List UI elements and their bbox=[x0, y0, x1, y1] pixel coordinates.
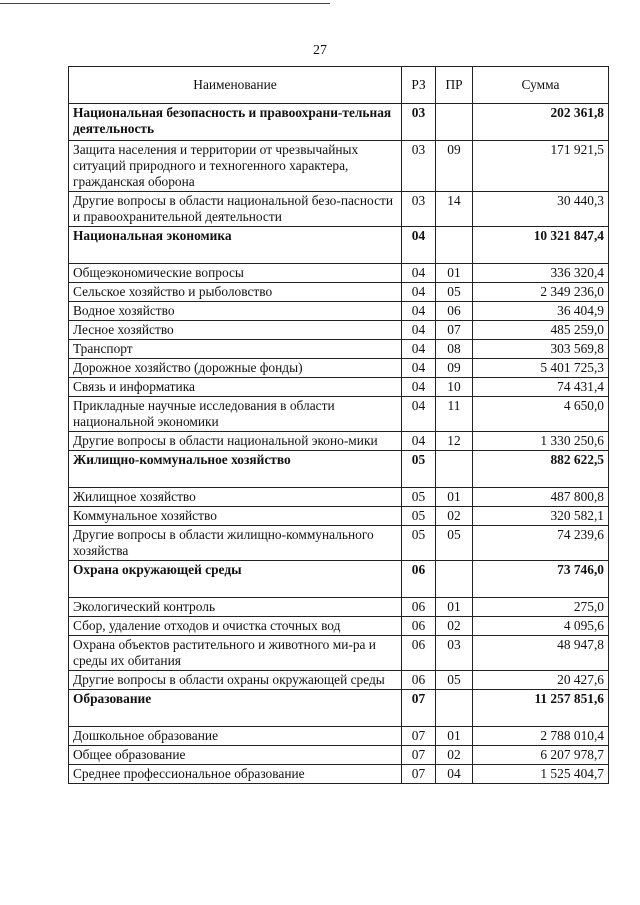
row-name: Транспорт bbox=[69, 340, 402, 359]
row-sum: 6 207 978,7 bbox=[473, 746, 609, 765]
row-name: Прикладные научные исследования в области национальной экономики bbox=[69, 397, 402, 432]
row-pr: 04 bbox=[436, 765, 473, 784]
table-row bbox=[69, 321, 609, 340]
row-pr: 11 bbox=[436, 397, 473, 432]
row-name: Национальная экономика bbox=[69, 227, 402, 264]
row-name: Сбор, удаление отходов и очистка сточных вод bbox=[69, 617, 402, 636]
row-pr: 02 bbox=[436, 507, 473, 526]
row-pr: 01 bbox=[436, 727, 473, 746]
table-row bbox=[69, 636, 609, 671]
row-pr: 09 bbox=[436, 141, 473, 192]
row-name: Связь и информатика bbox=[69, 378, 402, 397]
row-rz: 04 bbox=[402, 340, 436, 359]
row-sum: 320 582,1 bbox=[473, 507, 609, 526]
table-row bbox=[69, 746, 609, 765]
row-rz: 04 bbox=[402, 321, 436, 340]
table-row bbox=[69, 283, 609, 302]
top-rule bbox=[0, 3, 330, 4]
row-pr: 09 bbox=[436, 359, 473, 378]
row-pr bbox=[436, 451, 473, 488]
row-name: Национальная безопасность и правоохрани-тельная деятельность bbox=[69, 104, 402, 141]
row-pr: 06 bbox=[436, 302, 473, 321]
row-name: Жилищно-коммунальное хозяйство bbox=[69, 451, 402, 488]
table-row bbox=[69, 526, 609, 561]
row-pr: 01 bbox=[436, 598, 473, 617]
row-rz: 07 bbox=[402, 727, 436, 746]
row-sum: 171 921,5 bbox=[473, 141, 609, 192]
row-pr: 05 bbox=[436, 526, 473, 561]
row-sum: 11 257 851,6 bbox=[473, 690, 609, 727]
row-rz: 06 bbox=[402, 598, 436, 617]
row-name: Общеэкономические вопросы bbox=[69, 264, 402, 283]
table-row bbox=[69, 488, 609, 507]
row-sum: 30 440,3 bbox=[473, 192, 609, 227]
row-sum: 2 788 010,4 bbox=[473, 727, 609, 746]
row-sum: 487 800,8 bbox=[473, 488, 609, 507]
row-sum: 4 650,0 bbox=[473, 397, 609, 432]
section-row bbox=[69, 227, 609, 264]
row-name: Охрана окружающей среды bbox=[69, 561, 402, 598]
row-sum: 2 349 236,0 bbox=[473, 283, 609, 302]
row-sum: 275,0 bbox=[473, 598, 609, 617]
row-sum: 5 401 725,3 bbox=[473, 359, 609, 378]
row-name: Другие вопросы в области жилищно-коммунального хозяйства bbox=[69, 526, 402, 561]
row-rz: 04 bbox=[402, 378, 436, 397]
page-number: 27 bbox=[313, 43, 327, 58]
table-header-row bbox=[69, 67, 609, 104]
row-rz: 07 bbox=[402, 746, 436, 765]
row-sum: 74 239,6 bbox=[473, 526, 609, 561]
row-name: Лесное хозяйство bbox=[69, 321, 402, 340]
row-rz: 05 bbox=[402, 507, 436, 526]
row-name: Сельское хозяйство и рыболовство bbox=[69, 283, 402, 302]
row-name: Коммунальное хозяйство bbox=[69, 507, 402, 526]
row-name: Общее образование bbox=[69, 746, 402, 765]
row-name: Другие вопросы в области национальной эконо-мики bbox=[69, 432, 402, 451]
row-rz: 04 bbox=[402, 227, 436, 264]
table-row bbox=[69, 302, 609, 321]
row-rz: 07 bbox=[402, 690, 436, 727]
row-name: Дорожное хозяйство (дорожные фонды) bbox=[69, 359, 402, 378]
row-sum: 1 330 250,6 bbox=[473, 432, 609, 451]
row-pr bbox=[436, 561, 473, 598]
row-rz: 06 bbox=[402, 561, 436, 598]
row-sum: 303 569,8 bbox=[473, 340, 609, 359]
row-rz: 05 bbox=[402, 488, 436, 507]
table-row bbox=[69, 671, 609, 690]
row-sum: 1 525 404,7 bbox=[473, 765, 609, 784]
row-rz: 04 bbox=[402, 359, 436, 378]
row-sum: 73 746,0 bbox=[473, 561, 609, 598]
table-row bbox=[69, 765, 609, 784]
row-pr: 08 bbox=[436, 340, 473, 359]
table-row bbox=[69, 340, 609, 359]
row-rz: 03 bbox=[402, 141, 436, 192]
row-name: Охрана объектов растительного и животного ми-ра и среды их обитания bbox=[69, 636, 402, 671]
row-sum: 48 947,8 bbox=[473, 636, 609, 671]
row-sum: 485 259,0 bbox=[473, 321, 609, 340]
row-rz: 07 bbox=[402, 765, 436, 784]
row-pr: 03 bbox=[436, 636, 473, 671]
row-pr bbox=[436, 690, 473, 727]
row-pr bbox=[436, 227, 473, 264]
table-row bbox=[69, 141, 609, 192]
row-name: Экологический контроль bbox=[69, 598, 402, 617]
row-rz: 06 bbox=[402, 636, 436, 671]
table-row bbox=[69, 192, 609, 227]
row-pr: 01 bbox=[436, 264, 473, 283]
section-row bbox=[69, 451, 609, 488]
row-rz: 04 bbox=[402, 283, 436, 302]
row-sum: 74 431,4 bbox=[473, 378, 609, 397]
row-rz: 04 bbox=[402, 264, 436, 283]
row-name: Дошкольное образование bbox=[69, 727, 402, 746]
row-name: Другие вопросы в области национальной безо-пасности и правоохранительной деятельности bbox=[69, 192, 402, 227]
table-row bbox=[69, 507, 609, 526]
row-sum: 20 427,6 bbox=[473, 671, 609, 690]
row-pr: 02 bbox=[436, 746, 473, 765]
row-rz: 03 bbox=[402, 192, 436, 227]
row-sum: 4 095,6 bbox=[473, 617, 609, 636]
budget-table bbox=[68, 66, 609, 784]
row-pr: 12 bbox=[436, 432, 473, 451]
row-name: Другие вопросы в области охраны окружающей среды bbox=[69, 671, 402, 690]
row-sum: 882 622,5 bbox=[473, 451, 609, 488]
section-row bbox=[69, 690, 609, 727]
row-rz: 03 bbox=[402, 104, 436, 141]
row-name: Защита населения и территории от чрезвычайных ситуаций природного и техногенного характера, гражданская оборона bbox=[69, 141, 402, 192]
row-pr: 10 bbox=[436, 378, 473, 397]
table-row bbox=[69, 617, 609, 636]
row-sum: 10 321 847,4 bbox=[473, 227, 609, 264]
row-rz: 04 bbox=[402, 432, 436, 451]
row-name: Образование bbox=[69, 690, 402, 727]
header-pr: ПР bbox=[436, 67, 473, 104]
row-pr bbox=[436, 104, 473, 141]
row-pr: 01 bbox=[436, 488, 473, 507]
table-row bbox=[69, 397, 609, 432]
row-rz: 05 bbox=[402, 526, 436, 561]
row-rz: 04 bbox=[402, 397, 436, 432]
table-body bbox=[69, 104, 609, 784]
table-row bbox=[69, 378, 609, 397]
row-sum: 336 320,4 bbox=[473, 264, 609, 283]
header-name: Наименование bbox=[69, 67, 402, 104]
row-pr: 05 bbox=[436, 671, 473, 690]
header-rz: РЗ bbox=[402, 67, 436, 104]
row-rz: 05 bbox=[402, 451, 436, 488]
table-row bbox=[69, 264, 609, 283]
row-name: Жилищное хозяйство bbox=[69, 488, 402, 507]
table-row bbox=[69, 432, 609, 451]
row-pr: 05 bbox=[436, 283, 473, 302]
section-row bbox=[69, 104, 609, 141]
row-name: Среднее профессиональное образование bbox=[69, 765, 402, 784]
header-sum: Сумма bbox=[473, 67, 609, 104]
row-sum: 36 404,9 bbox=[473, 302, 609, 321]
section-row bbox=[69, 561, 609, 598]
table-row bbox=[69, 727, 609, 746]
row-rz: 06 bbox=[402, 671, 436, 690]
row-pr: 14 bbox=[436, 192, 473, 227]
row-pr: 02 bbox=[436, 617, 473, 636]
row-name: Водное хозяйство bbox=[69, 302, 402, 321]
table-row bbox=[69, 598, 609, 617]
row-rz: 06 bbox=[402, 617, 436, 636]
table-row bbox=[69, 359, 609, 378]
row-sum: 202 361,8 bbox=[473, 104, 609, 141]
row-pr: 07 bbox=[436, 321, 473, 340]
row-rz: 04 bbox=[402, 302, 436, 321]
